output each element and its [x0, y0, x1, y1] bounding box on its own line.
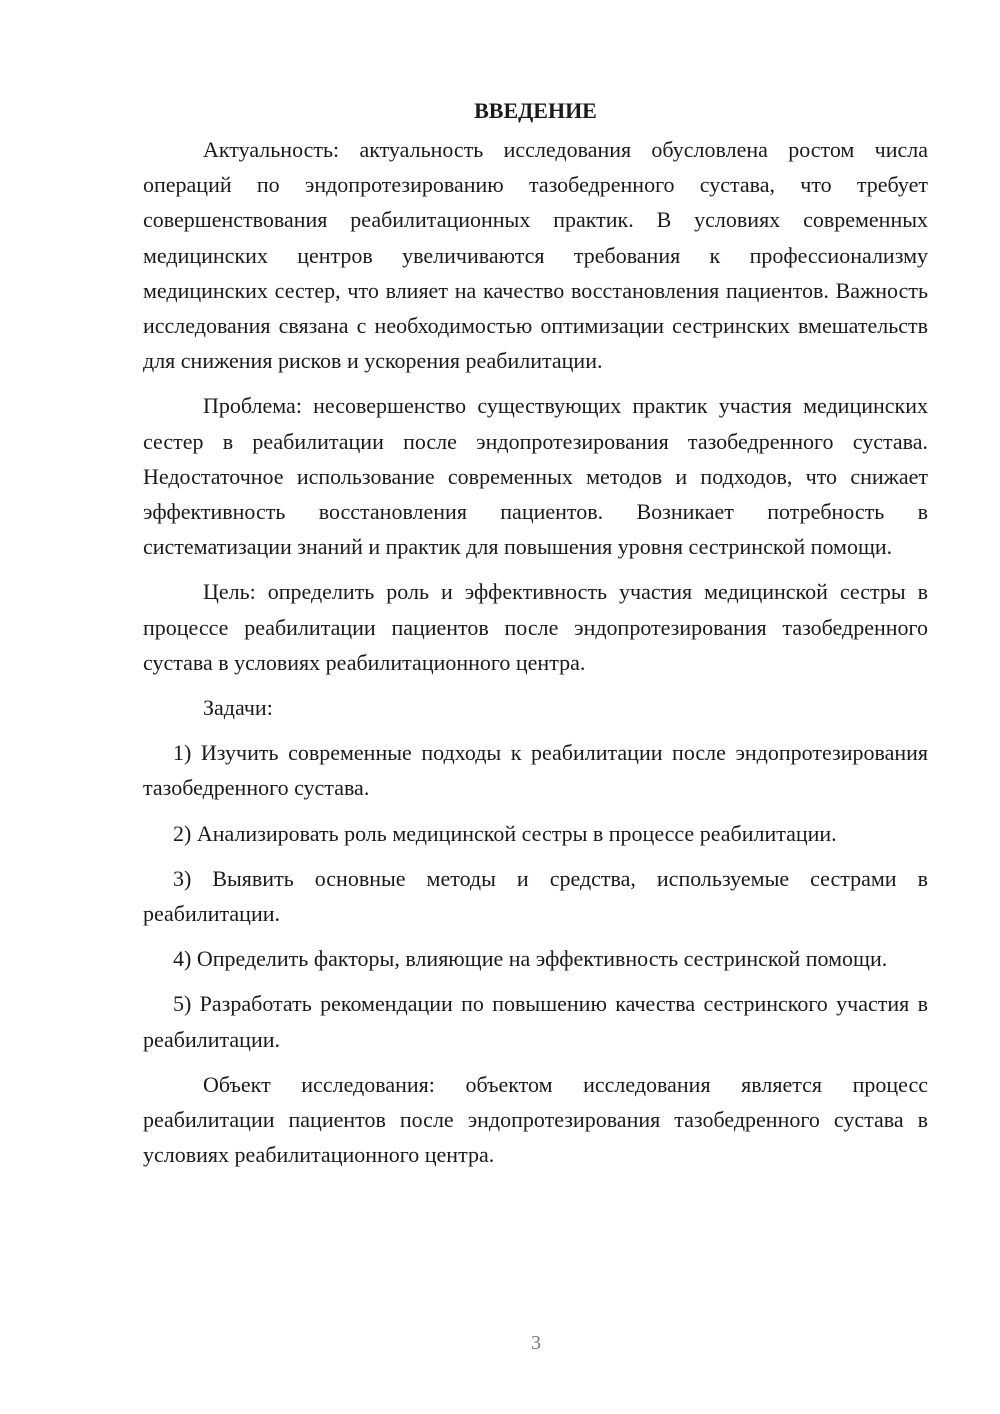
task-item: 4) Определить факторы, влияющие на эффективность сестринской помощи.: [173, 946, 888, 972]
problem-paragraph: Проблема: несовершенство существующих практик участия медицинских сестер в реабилитации после эндопротезирования тазобедренного сустава. Недостаточное использование современных методов и подходов, что снижает эффективность восстановления пациентов. Возникает потребность в систематизации знаний и практик для повышения уровня сестринской помощи.: [143, 393, 928, 560]
task-item: 5) Разработать рекомендации по повышению качества сестринского участия в реабилитации.: [143, 991, 928, 1052]
task-item: 2) Анализировать роль медицинской сестры в процессе реабилитации.: [173, 820, 837, 846]
page-number: 3: [531, 1332, 541, 1354]
goal-paragraph: Цель: определить роль и эффективность участия медицинской сестры в процессе реабилитации пациентов после эндопротезирования тазобедренного сустава в условиях реабилитационного центра.: [143, 579, 928, 675]
task-item: 1) Изучить современные подходы к реабилитации после эндопротезирования тазобедренного сустава.: [143, 740, 928, 801]
section-title: ВВЕДЕНИЕ: [474, 98, 597, 123]
page-content: [143, 93, 928, 1182]
task-item: 3) Выявить основные методы и средства, используемые сестрами в реабилитации.: [143, 865, 928, 927]
relevance-paragraph: Актуальность: актуальность исследования обусловлена ростом числа операций по эндопротезированию тазобедренного сустава, что требует совершенствования реабилитационных практик. В условиях современных медицинских центров увеличиваются требования к профессионализму медицинских сестер, что влияет на качество восстановления пациентов. Важность исследования связана с необходимостью оптимизации сестринских вмешательств для снижения рисков и ускорения реабилитации.: [143, 137, 928, 374]
tasks-heading: Задачи:: [203, 695, 273, 721]
object-paragraph: Объект исследования: объектом исследования является процесс реабилитации пациентов после эндопротезирования тазобедренного сустава в условиях реабилитационного центра.: [143, 1071, 928, 1168]
